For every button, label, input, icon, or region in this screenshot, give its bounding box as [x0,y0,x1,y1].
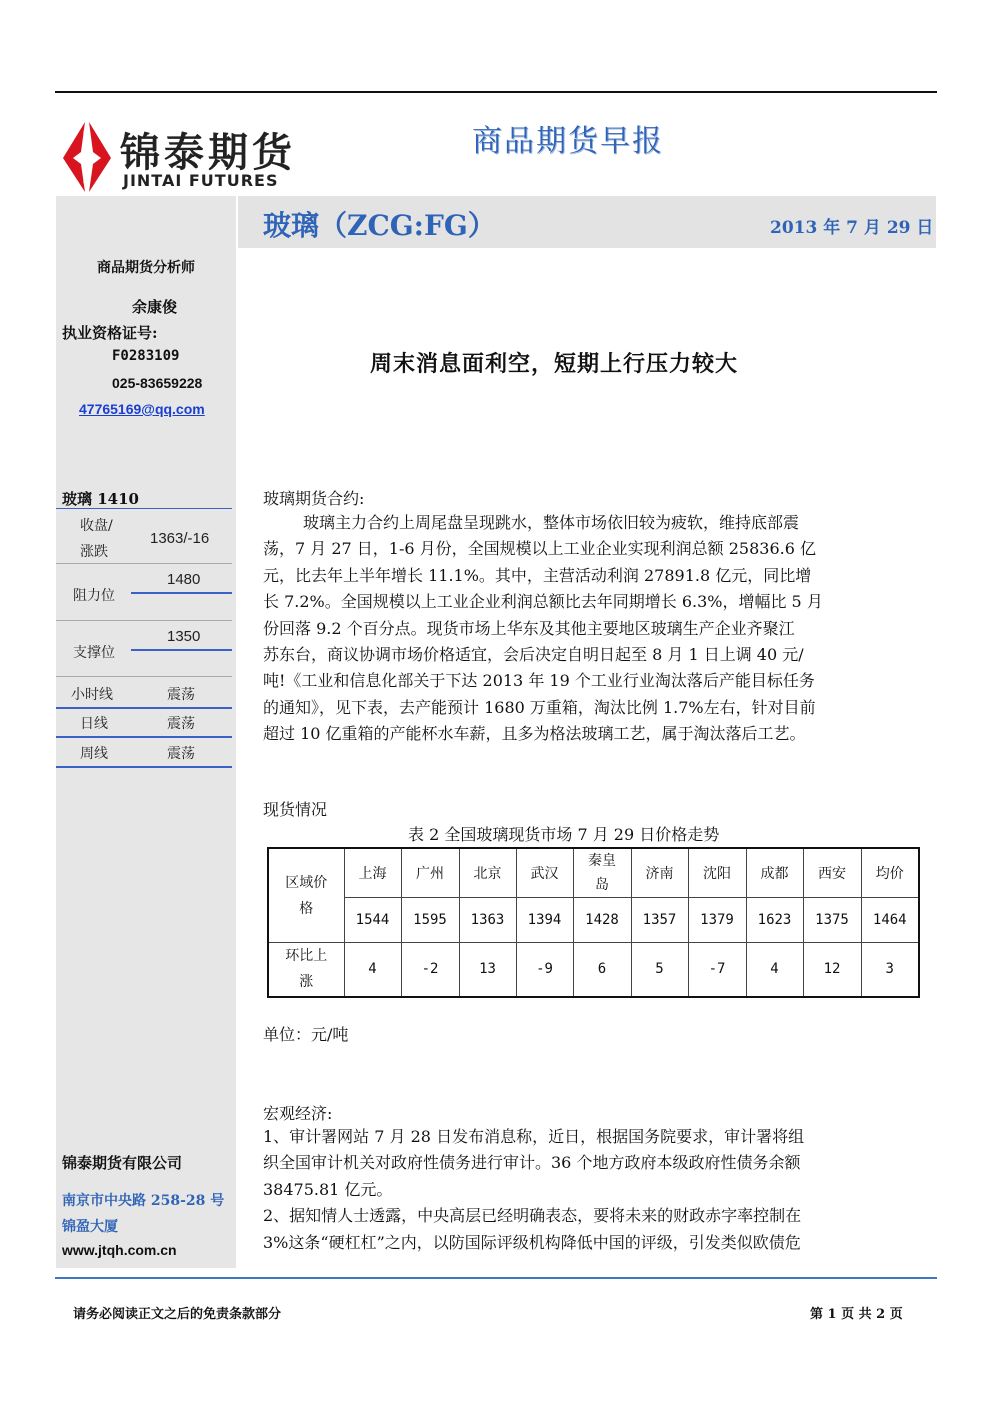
logo-cn-text: 锦泰期货 [120,130,296,176]
company-website-link[interactable]: www.jtqh.com.cn [62,1242,177,1258]
paragraph-line: 的通知》，见下表，去产能预计 1680 万重箱，淘汰比例 1.7%左右，针对目前 [263,697,816,717]
price-cell: 1363 [459,898,516,943]
city-cell: 北京 [459,848,516,898]
analyst-phone: 025-83659228 [112,375,203,391]
city-cell: 上海 [344,848,401,898]
change-cell: 12 [803,943,861,997]
logo-en-text: JINTAI FUTURES [123,171,279,190]
section-title-macro: 宏观经济: [263,1104,333,1123]
futures-paragraph [263,510,927,748]
region-price-header: 区域价格 [268,848,344,943]
analyst-name: 余康俊 [132,298,178,316]
change-cell: -9 [516,943,573,997]
table-caption: 表 2 全国玻璃现货市场 7 月 29 日价格走势 [408,825,720,844]
support-value: 1350 [167,628,201,645]
paragraph-line: 荡，7 月 27 日，1-6 月份，全国规模以上工业企业实现利润总额 25836.6 亿 [263,539,816,559]
license-number: F0283109 [112,348,180,364]
change-cell: 3 [861,943,919,997]
price-cell: 1379 [688,898,746,943]
city-cell: 济南 [631,848,688,898]
paragraph-line: 长 7.2%。全国规模以上工业企业利润总额比去年同期增长 6.3%，增幅比 5 月 [263,592,823,612]
footer-disclaimer: 请务必阅读正文之后的免责条款部分 [73,1307,282,1322]
weekly-underline [56,766,232,768]
close-label-line2: 涨跌 [80,544,108,560]
paragraph-line: 织全国审计机关对政府性债务进行审计。36 个地方政府本级政府性债务余额 [263,1153,801,1173]
row-divider [56,620,232,621]
change-cell: 5 [631,943,688,997]
price-cell: 1394 [516,898,573,943]
company-address-line1: 南京市中央路 258-28 号 [62,1193,225,1209]
table-row [268,943,919,997]
section-title-futures: 玻璃期货合约: [263,489,365,508]
city-cell: 沈阳 [688,848,746,898]
daily-value: 震荡 [167,716,195,732]
paragraph-line: 3%这条“硬杠杠”之内，以防国际评级机构降低中国的评级，引发类似欧债危 [263,1232,801,1252]
price-cell: 1464 [861,898,919,943]
paragraph-line: 超过 10 亿重箱的产能杯水车薪，且多为格法玻璃工艺，属于淘汰落后工艺。 [263,724,806,744]
paragraph-line: 份回落 9.2 个百分点。现货市场上华东及其他主要地区玻璃生产企业齐聚江 [263,618,795,638]
city-cell: 武汉 [516,848,573,898]
table-row [268,848,919,898]
footer-rule [55,1277,937,1279]
city-cell: 西安 [803,848,861,898]
unit-note: 单位：元/吨 [263,1025,349,1044]
logo-text-clip [55,118,296,196]
contract-label: 玻璃 1410 [62,490,139,508]
paragraph-line: 吨!《工业和信息化部关于下达 2013 年 19 个工业行业淘汰落后产能目标任务 [263,671,815,691]
change-cell: 4 [344,943,401,997]
close-label-line1: 收盘/ [80,518,113,534]
resistance-value: 1480 [167,571,201,588]
support-label: 支撑位 [73,645,115,661]
daily-label: 日线 [80,716,108,732]
price-cell: 1623 [746,898,803,943]
paragraph-line: 玻璃主力合约上周尾盘呈现跳水，整体市场依旧较为疲软，维持底部震 [303,513,800,532]
weekly-label: 周线 [80,746,108,762]
resistance-label: 阻力位 [73,588,115,604]
table-row [268,898,919,943]
change-cell: -7 [688,943,746,997]
macro-paragraph [263,1124,927,1256]
city-cell: 均价 [861,848,919,898]
price-cell: 1544 [344,898,401,943]
report-date: 2013 年 7 月 29 日 [770,218,934,238]
price-cell: 1375 [803,898,861,943]
paragraph-line: 1、审计署网站 7 月 28 日发布消息称，近日，根据国务院要求，审计署将组 [263,1127,805,1146]
row-divider [56,563,232,564]
city-cell: 广州 [401,848,459,898]
section-title-spot: 现货情况 [263,800,328,819]
change-cell: 4 [746,943,803,997]
footer-page-number: 第 1 页 共 2 页 [810,1307,903,1322]
hourly-value: 震荡 [167,687,195,703]
paragraph-line: 2、据知情人士透露，中央高层已经明确表态，要将未来的财政赤字率控制在 [263,1206,802,1226]
weekly-value: 震荡 [167,746,195,762]
hourly-underline [56,707,232,709]
change-cell: -2 [401,943,459,997]
change-cell: 6 [573,943,631,997]
price-cell: 1595 [401,898,459,943]
city-cell: 秦皇岛 [573,848,631,898]
product-title: 玻璃（ZCG:FG） [263,209,496,242]
daily-underline [56,736,232,738]
price-cell: 1428 [573,898,631,943]
company-name: 锦泰期货有限公司 [62,1154,183,1172]
spot-price-table [267,847,920,998]
row-divider [56,676,232,677]
company-address-line2: 锦盈大厦 [62,1219,118,1235]
paragraph-line: 苏东台，商议协调市场价格适宜，会后决定自明日起至 8 月 1 日上调 40 元/ [263,645,804,665]
top-rule [55,91,937,93]
close-value: 1363/-16 [150,530,210,547]
contract-divider [56,508,232,509]
analyst-email-link[interactable]: 47765169@qq.com [79,401,205,417]
support-underline [131,649,232,651]
hourly-label: 小时线 [71,687,113,703]
city-cell: 成都 [746,848,803,898]
change-header: 环比上涨 [268,943,344,997]
headline: 周末消息面利空，短期上行压力较大 [370,351,739,377]
analyst-role: 商品期货分析师 [97,260,195,276]
price-cell: 1357 [631,898,688,943]
report-title: 商品期货早报 [472,124,664,159]
paragraph-line: 元，比去年上半年增长 11.1%。其中，主营活动利润 27891.8 亿元，同比增 [263,565,812,585]
change-cell: 13 [459,943,516,997]
license-label: 执业资格证号: [62,324,158,342]
resistance-underline [131,592,232,594]
paragraph-line: 38475.81 亿元。 [263,1179,393,1199]
